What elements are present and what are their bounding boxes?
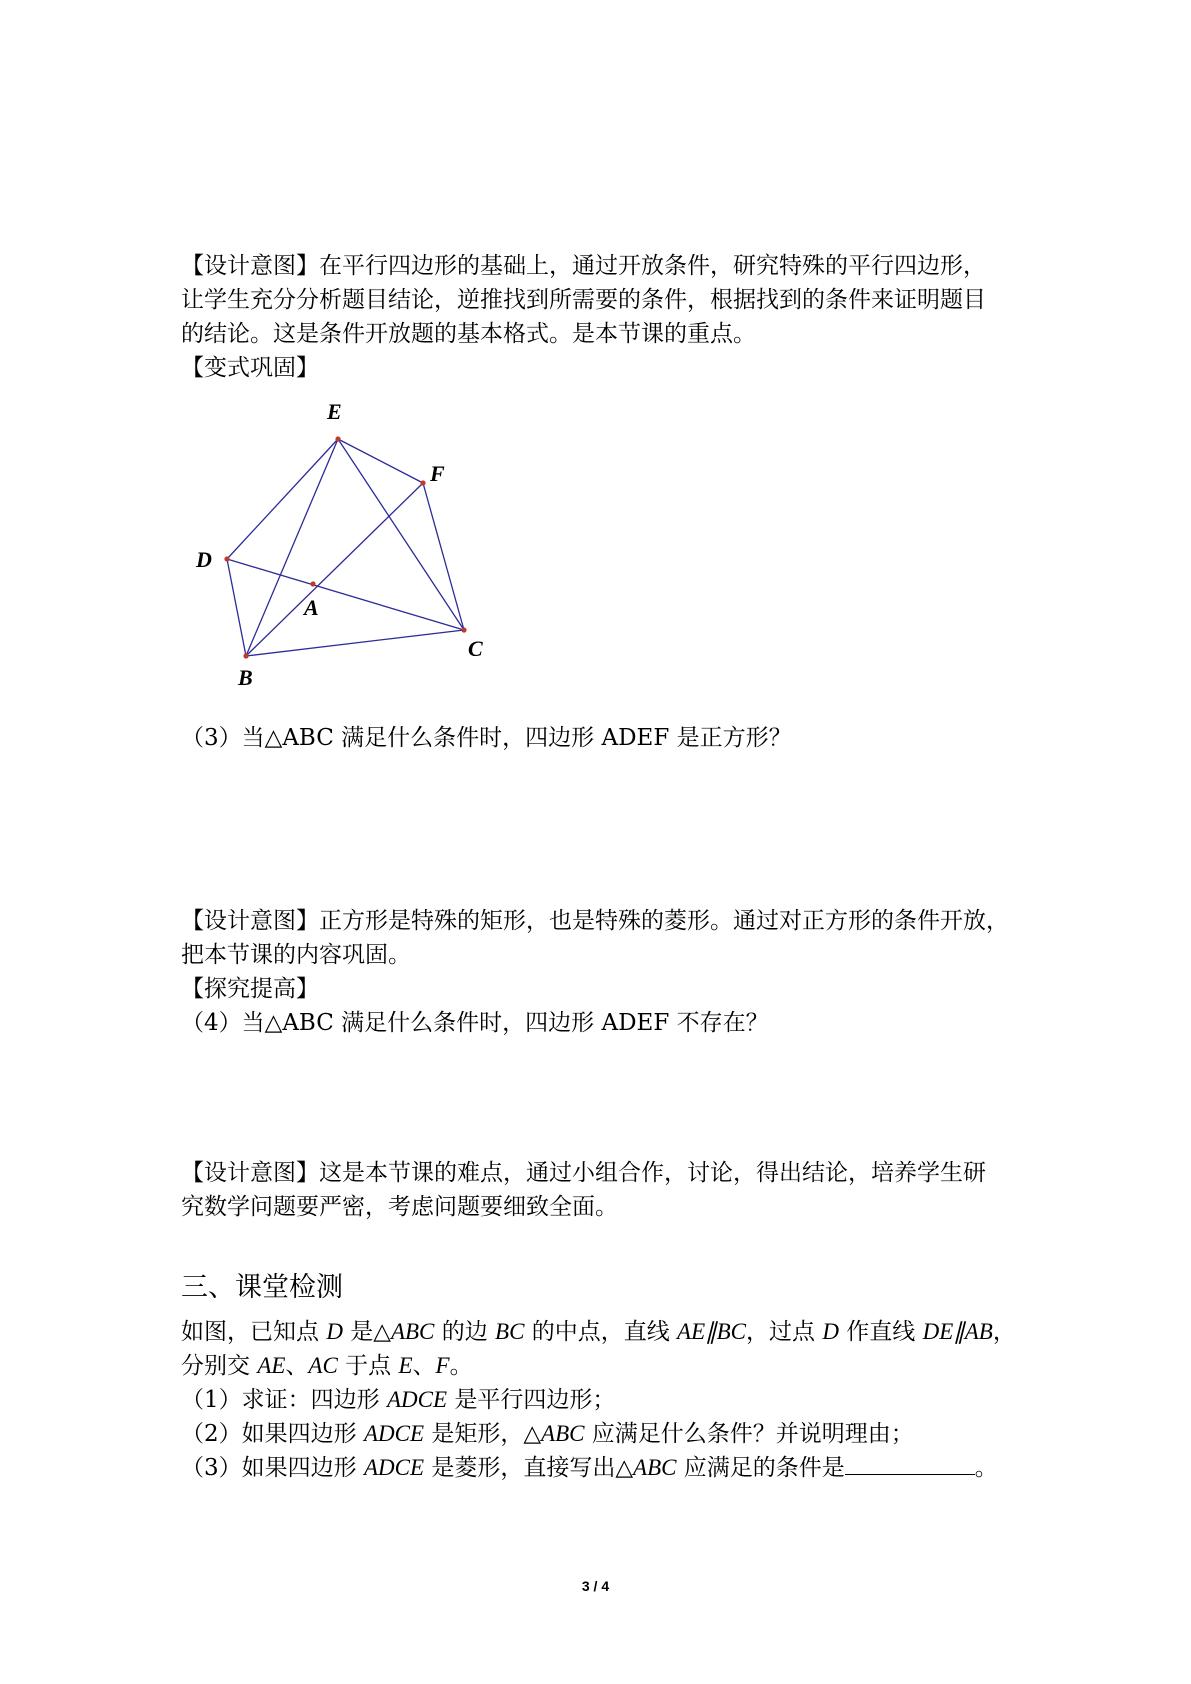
text-line: 把本节课的内容巩固。 [181, 942, 411, 968]
text-line: 【设计意图】正方形是特殊的矩形，也是特殊的菱形。通过对正方形的条件开放， [181, 908, 1009, 934]
point-D [224, 556, 229, 561]
point-A [310, 581, 315, 586]
segment-EF [338, 439, 423, 483]
text-line: 究数学问题要严密，考虑问题要细致全面。 [181, 1194, 618, 1220]
label-F: F [430, 461, 445, 486]
exercise-part-3: （3）如果四边形 ADCE 是菱形，直接写出△ABC 应满足的条件是 。 [181, 1451, 1021, 1485]
exercise-line-2: 分别交 AE、AC 于点 E、F。 [181, 1353, 473, 1379]
segment-DC [227, 559, 464, 630]
geometry-figure [180, 393, 500, 693]
section-title-explore: 【探究提高】 [181, 976, 319, 1002]
design-intent-1 [181, 249, 1021, 385]
exercise [181, 1315, 1021, 1485]
point-F [420, 480, 425, 485]
point-C [461, 627, 466, 632]
figure-lines [227, 439, 464, 656]
segment-DB [227, 559, 246, 656]
point-B [243, 653, 248, 658]
point-E [335, 436, 340, 441]
text-line: 【设计意图】这是本节课的难点，通过小组合作，讨论，得出结论，培养学生研 [181, 1160, 986, 1186]
section-heading: 三、课堂检测 [181, 1272, 343, 1303]
label-A: A [304, 595, 319, 620]
text-line: 让学生充分分析题目结论，逆推找到所需要的条件，根据找到的条件来证明题目 [181, 287, 986, 313]
question-4-text: （4）当△ABC 满足什么条件时，四边形 ADEF 不存在？ [181, 1010, 769, 1036]
design-intent-2 [181, 904, 1021, 1040]
exercise-part-2: （2）如果四边形 ADCE 是矩形，△ABC 应满足什么条件？并说明理由； [181, 1421, 914, 1447]
question-3 [181, 721, 1021, 755]
text-line: 【设计意图】在平行四边形的基础上，通过开放条件，研究特殊的平行四边形， [181, 253, 986, 279]
label-C: C [468, 636, 483, 661]
design-intent-3 [181, 1156, 1021, 1224]
text-line: 的结论。这是条件开放题的基本格式。是本节课的重点。 [181, 321, 756, 347]
label-D: D [196, 547, 212, 572]
section-title-variant: 【变式巩固】 [181, 355, 319, 381]
segment-ED [227, 439, 338, 559]
answer-blank[interactable] [845, 1452, 975, 1475]
exercise-line-1: 如图，已知点 D 是△ABC 的边 BC 的中点，直线 AE∥BC，过点 D 作直线 DE∥AB， [181, 1319, 1016, 1345]
page-number: 3 / 4 [581, 1578, 610, 1594]
segment-EC [338, 439, 464, 630]
segment-FC [423, 483, 464, 630]
segment-BC [246, 630, 464, 656]
exercise-part-1: （1）求证：四边形 ADCE 是平行四边形； [181, 1387, 616, 1413]
label-E: E [327, 399, 342, 424]
label-B: B [238, 665, 253, 690]
question-3-text: （3）当△ABC 满足什么条件时，四边形 ADEF 是正方形？ [181, 725, 792, 751]
segment-EB [246, 439, 338, 656]
